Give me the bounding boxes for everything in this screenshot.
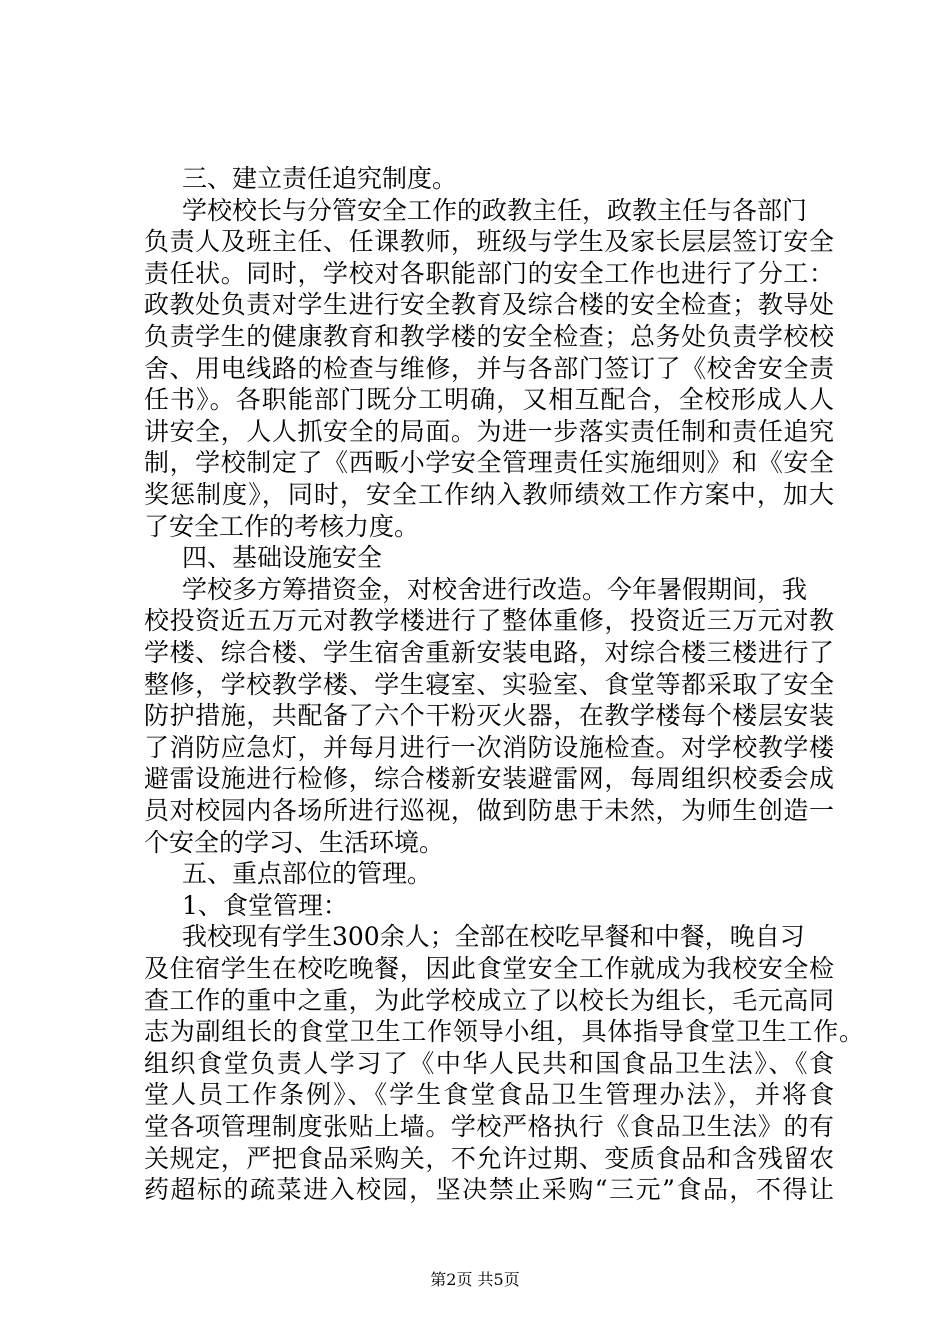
subsection-heading: 1、食堂管理： [182, 890, 348, 920]
paragraph-line: 查工作的重中之重，为此学校成立了以校长为组长，毛元高同 [144, 985, 834, 1015]
paragraph-line: 药超标的疏菜进入校园，坚决禁止采购“三元”食品，不得让 [144, 1175, 834, 1205]
paragraph-line: 员对校园内各场所进行巡视，做到防患于未然，为师生创造一 [144, 796, 834, 825]
paragraph-line: 校投资近五万元对教学楼进行了整体重修，投资近三万元对教 [144, 606, 834, 636]
paragraph-line: 学楼、综合楼、学生宿舍重新安装电路，对综合楼三楼进行了 [144, 638, 834, 667]
paragraph-line: 个安全的学习、生活环境。 [144, 827, 445, 857]
paragraph-line: 讲安全，人人抓安全的局面。为进一步落实责任制和责任追究 [144, 416, 834, 446]
paragraph-line: 及住宿学生在校吃晚餐，因此食堂安全工作就成为我校安全检 [144, 954, 834, 983]
paragraph-line: 学校多方筹措资金，对校舍进行改造。今年暑假期间，我 [182, 574, 808, 604]
paragraph-line: 舍、用电线路的检查与维修，并与各部门签订了《校舍安全责 [144, 353, 834, 383]
paragraph-line: 防护措施，共配备了六个干粉灭火器，在教学楼每个楼层安装 [144, 701, 834, 731]
paragraph-line: 责任状。同时，学校对各职能部门的安全工作也进行了分工： [144, 258, 834, 288]
paragraph-line: 学校校长与分管安全工作的政教主任，政教主任与各部门 [182, 195, 808, 225]
paragraph-line: 了安全工作的考核力度。 [144, 511, 420, 541]
paragraph-line: 了消防应急灯，并每月进行一次消防设施检查。对学校教学楼 [144, 732, 834, 762]
paragraph-line: 组织食堂负责人学习了《中华人民共和国食品卫生法》、《食 [144, 1048, 834, 1078]
paragraph-line: 政教处负责对学生进行安全教育及综合楼的安全检查；教导处 [144, 290, 834, 320]
section-heading-4: 四、基础设施安全 [182, 543, 383, 573]
paragraph-line: 负责人及班主任、任课教师，班级与学生及家长层层签订安全 [144, 227, 834, 257]
paragraph-line: 关规定，严把食品采购关，不允许过期、变质食品和含残留农 [144, 1143, 834, 1173]
paragraph-line: 志为副组长的食堂卫生工作领导小组，具体指导食堂卫生工作。 [144, 1017, 864, 1047]
paragraph-line: 堂人员工作条例》、《学生食堂食品卫生管理办法》，并将食 [144, 1080, 834, 1110]
paragraph-line: 避雷设施进行检修，综合楼新安装避雷网，每周组织校委会成 [144, 764, 834, 794]
paragraph-line: 堂各项管理制度张贴上墙。学校严格执行《食品卫生法》的有 [144, 1112, 834, 1141]
paragraph-line: 整修，学校教学楼、学生寝室、实验室、食堂等都采取了安全 [144, 669, 834, 699]
section-heading-5: 五、重点部位的管理。 [182, 859, 433, 889]
page-number-footer: 第2页 共5页 [430, 1270, 520, 1289]
paragraph-line: 奖惩制度》，同时，安全工作纳入教师绩效工作方案中，加大 [144, 480, 834, 509]
paragraph-line: 负责学生的健康教育和教学楼的安全检查；总务处负责学校校 [144, 322, 834, 351]
paragraph-line: 任书》。各职能部门既分工明确，又相互配合，全校形成人人 [144, 385, 834, 415]
paragraph-line: 制，学校制定了《西畈小学安全管理责任实施细则》和《安全 [144, 448, 834, 478]
paragraph-line: 我校现有学生300余人；全部在校吃早餐和中餐，晚自习 [182, 922, 805, 952]
section-heading-3: 三、建立责任追究制度。 [182, 164, 458, 193]
